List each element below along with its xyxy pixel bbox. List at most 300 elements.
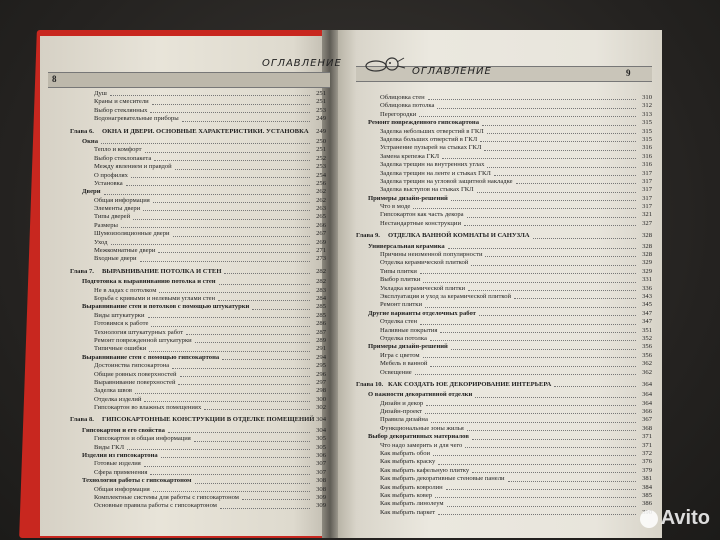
dot-leader bbox=[150, 473, 310, 475]
toc-entry bbox=[72, 146, 326, 154]
toc-entry-title: Ремонт поврежденной штукатурки bbox=[94, 336, 192, 344]
toc-entry-page: 302 bbox=[316, 404, 326, 412]
toc-entry bbox=[72, 287, 326, 295]
dot-leader bbox=[431, 421, 636, 423]
toc-entry-title: Устранение пузырей на стыках ГКЛ bbox=[380, 144, 482, 152]
toc-entry bbox=[358, 369, 652, 377]
toc-entry-page: 273 bbox=[316, 255, 326, 263]
toc-entry-title: Заделка трещин на ленте и стыках ГКЛ bbox=[380, 169, 491, 177]
toc-entry-page: 310 bbox=[642, 94, 652, 101]
dot-leader bbox=[426, 404, 636, 406]
toc-entry-page: 283 bbox=[316, 286, 326, 294]
toc-entry bbox=[358, 119, 652, 127]
toc-entry-title: Тепло и комфорт bbox=[94, 146, 142, 154]
toc-entry-page: 298 bbox=[316, 387, 326, 395]
toc-entry bbox=[72, 247, 326, 255]
toc-entry bbox=[358, 318, 652, 326]
dot-leader bbox=[220, 507, 310, 509]
toc-entry-title: ГИПСОКАРТОННЫЕ КОНСТРУКЦИИ В ОТДЕЛКЕ ПОМЕЩЕНИЙ bbox=[102, 416, 315, 424]
dot-leader bbox=[219, 283, 310, 285]
dot-leader bbox=[153, 490, 310, 492]
toc-entry bbox=[358, 327, 652, 335]
toc-entry bbox=[72, 444, 326, 452]
toc-entry-title: Сфера применения bbox=[94, 468, 148, 476]
dot-leader bbox=[145, 151, 310, 153]
dot-leader bbox=[471, 264, 636, 266]
dot-leader bbox=[149, 350, 310, 352]
toc-entry-page: 368 bbox=[642, 424, 652, 432]
toc-entry-page: 269 bbox=[316, 238, 326, 246]
toc-entry-page: 305 bbox=[316, 443, 326, 451]
left-header-bar bbox=[48, 72, 330, 88]
toc-entry bbox=[72, 172, 326, 180]
toc-entry bbox=[358, 232, 652, 240]
toc-entry bbox=[358, 136, 652, 144]
toc-entry-page: 306 bbox=[316, 452, 326, 460]
toc-entry-page: 262 bbox=[316, 196, 326, 204]
dot-leader bbox=[468, 289, 636, 291]
toc-entry-title: Типы плитки bbox=[380, 267, 417, 275]
toc-entry-title: Достоинства гипсокартона bbox=[94, 362, 170, 370]
toc-entry-page: 386 bbox=[642, 500, 652, 508]
toc-entry-page: 291 bbox=[316, 345, 326, 353]
toc-entry bbox=[72, 354, 326, 362]
toc-entry bbox=[358, 301, 652, 309]
toc-entry bbox=[72, 477, 326, 485]
toc-entry-page: 316 bbox=[642, 152, 652, 160]
dot-leader bbox=[420, 272, 636, 274]
dot-leader bbox=[419, 115, 636, 117]
dot-leader bbox=[224, 272, 310, 274]
dot-leader bbox=[131, 176, 310, 178]
toc-entry-title: Общая информация bbox=[94, 196, 150, 204]
dot-leader bbox=[104, 193, 311, 195]
dot-leader bbox=[159, 291, 310, 293]
toc-entry-title: Выравнивание поверхностей bbox=[94, 378, 176, 386]
toc-entry-page: 317 bbox=[642, 194, 652, 202]
toc-entry bbox=[358, 186, 652, 194]
toc-entry-title: Общая информация bbox=[94, 485, 150, 493]
dot-leader bbox=[442, 157, 636, 159]
toc-entry-title: Размеры bbox=[94, 221, 118, 229]
toc-entry-page: 253 bbox=[316, 163, 326, 171]
toc-entry bbox=[358, 433, 652, 441]
dot-leader bbox=[152, 103, 310, 105]
toc-entry bbox=[72, 379, 326, 387]
dot-leader bbox=[438, 513, 636, 515]
toc-entry bbox=[72, 387, 326, 395]
toc-entry-title: Изделия из гипсокартона bbox=[82, 452, 158, 460]
dot-leader bbox=[144, 400, 310, 402]
toc-entry-title: Функциональные зоны жилья bbox=[380, 424, 464, 432]
toc-entry bbox=[358, 153, 652, 161]
toc-entry-title: КАК СОЗДАТЬ ЮЕ ДЕКОРИРОВАНИЕ ИНТЕРЬЕРА bbox=[388, 380, 552, 388]
dot-leader bbox=[218, 299, 310, 301]
toc-entry-page: 381 bbox=[642, 475, 652, 483]
toc-entry-title: Как выбрать обои bbox=[380, 450, 431, 458]
dot-leader bbox=[121, 226, 310, 228]
toc-entry-page: 300 bbox=[316, 395, 326, 403]
toc-entry-title: Технология работы с гипсокартоном bbox=[82, 477, 192, 485]
dot-leader bbox=[178, 383, 310, 385]
toc-entry-page: 282 bbox=[316, 267, 326, 275]
dot-leader bbox=[242, 498, 310, 500]
toc-entry bbox=[72, 90, 326, 98]
toc-entry-page: 384 bbox=[642, 483, 652, 491]
toc-entry-title: Виды штукатурки bbox=[94, 311, 145, 319]
dot-leader bbox=[485, 255, 636, 257]
toc-entry-page: 267 bbox=[316, 230, 326, 238]
chapter-label: Глава 9. bbox=[356, 232, 380, 240]
toc-entry-page: 250 bbox=[316, 137, 326, 145]
toc-entry bbox=[358, 484, 652, 492]
toc-entry-page: 316 bbox=[642, 144, 652, 152]
toc-entry-title: Эксплуатация и уход за керамической плиткой bbox=[380, 292, 512, 300]
toc-entry-title: Общие ровных поверхностей bbox=[94, 370, 177, 378]
toc-entry bbox=[358, 416, 652, 424]
mascot-figure-icon bbox=[362, 54, 408, 76]
dot-leader bbox=[175, 168, 310, 170]
toc-entry bbox=[72, 213, 326, 221]
dot-leader bbox=[150, 111, 310, 113]
toc-entry bbox=[358, 203, 652, 211]
toc-entry-page: 289 bbox=[316, 336, 326, 344]
toc-entry-title: Гипсокартон и общая информация bbox=[94, 435, 191, 443]
toc-entry bbox=[72, 278, 326, 286]
dot-leader bbox=[252, 308, 310, 310]
toc-entry-title: Что в моде bbox=[380, 203, 411, 211]
toc-entry-page: 304 bbox=[316, 416, 326, 424]
toc-entry-title: Душ bbox=[94, 90, 107, 97]
toc-entry-page: 295 bbox=[316, 362, 326, 370]
toc-entry bbox=[358, 450, 652, 458]
dot-leader bbox=[161, 456, 310, 458]
toc-entry bbox=[72, 427, 326, 435]
dot-leader bbox=[135, 392, 310, 394]
toc-entry-page: 285 bbox=[316, 311, 326, 319]
toc-entry-page: 285 bbox=[316, 303, 326, 311]
left-page-number: 8 bbox=[52, 74, 57, 84]
toc-entry-page: 308 bbox=[316, 485, 326, 493]
dot-leader bbox=[420, 323, 636, 325]
toc-entry-title: Водонагревательные приборы bbox=[94, 115, 179, 123]
toc-entry bbox=[358, 144, 652, 152]
dot-leader bbox=[182, 120, 310, 122]
toc-entry-title: Ремонт поврежденного гипсокартона bbox=[368, 119, 479, 127]
toc-entry bbox=[358, 352, 652, 360]
toc-entry bbox=[72, 337, 326, 345]
toc-entry bbox=[358, 381, 652, 389]
toc-entry bbox=[358, 442, 652, 450]
toc-entry-page: 347 bbox=[642, 309, 652, 317]
toc-entry bbox=[358, 243, 652, 251]
toc-entry-page: 364 bbox=[642, 391, 652, 399]
toc-entry-page: 364 bbox=[642, 380, 652, 388]
dot-leader bbox=[204, 408, 310, 410]
toc-entry-page: 329 bbox=[642, 267, 652, 275]
toc-entry bbox=[358, 268, 652, 276]
dot-leader bbox=[195, 341, 310, 343]
dot-leader bbox=[186, 333, 310, 335]
dot-leader bbox=[222, 358, 310, 360]
toc-entry-title: Правила дизайна bbox=[380, 416, 428, 424]
toc-entry bbox=[358, 195, 652, 203]
toc-entry-title: Гипсокартон и его свойства bbox=[82, 426, 165, 434]
toc-entry bbox=[72, 435, 326, 443]
toc-entry bbox=[358, 475, 652, 483]
dot-leader bbox=[143, 209, 310, 211]
dot-leader bbox=[423, 356, 636, 358]
toc-entry-page: 317 bbox=[642, 169, 652, 177]
toc-entry bbox=[72, 180, 326, 188]
toc-entry bbox=[358, 509, 652, 517]
toc-entry bbox=[72, 295, 326, 303]
toc-entry-title: Окна bbox=[82, 137, 99, 145]
dot-leader bbox=[144, 465, 310, 467]
dot-leader bbox=[415, 373, 636, 375]
toc-entry-title: Борьба с кривыми и нелевыми углами стен bbox=[94, 294, 216, 302]
toc-entry-page: 328 bbox=[642, 232, 652, 240]
toc-entry-page: 309 bbox=[316, 493, 326, 501]
dot-leader bbox=[487, 166, 636, 168]
toc-entry-page: 265 bbox=[316, 213, 326, 221]
toc-entry-page: 249 bbox=[316, 115, 326, 123]
toc-entry bbox=[358, 310, 652, 318]
toc-entry-page: 304 bbox=[316, 426, 326, 434]
dot-leader bbox=[479, 314, 636, 316]
toc-entry bbox=[358, 492, 652, 500]
dot-leader bbox=[447, 505, 636, 507]
left-running-head: ОГЛАВЛЕНИЕ bbox=[262, 58, 342, 69]
dot-leader bbox=[172, 367, 310, 369]
toc-entry-title: Укладка керамической плитки bbox=[380, 284, 466, 292]
toc-entry-page: 345 bbox=[642, 301, 652, 309]
toc-entry bbox=[72, 345, 326, 353]
toc-entry-title: Готовые изделия bbox=[94, 460, 141, 468]
dot-leader bbox=[494, 174, 636, 176]
toc-entry-page: 313 bbox=[642, 110, 652, 118]
dot-leader bbox=[472, 438, 636, 440]
toc-entry-page: 372 bbox=[642, 450, 652, 458]
toc-entry bbox=[72, 255, 326, 263]
toc-entry-page: 356 bbox=[642, 343, 652, 351]
toc-entry-title: Комплектные системы для работы с гипсокартоном bbox=[94, 493, 239, 501]
toc-entry-title: Игра с цветом bbox=[380, 351, 420, 359]
dot-leader bbox=[425, 306, 636, 308]
toc-entry-page: 284 bbox=[316, 294, 326, 302]
toc-entry-page: 315 bbox=[642, 127, 652, 135]
toc-entry bbox=[358, 128, 652, 136]
toc-entry bbox=[358, 425, 652, 433]
dot-leader bbox=[425, 412, 636, 414]
toc-entry bbox=[72, 452, 326, 460]
toc-entry-page: 308 bbox=[316, 477, 326, 485]
toc-entry-page: 321 bbox=[642, 211, 652, 219]
toc-entry bbox=[72, 469, 326, 477]
toc-entry-title: Мебель в ванной bbox=[380, 360, 428, 368]
toc-entry-title: Заделка трещин на угловой защитной накладке bbox=[380, 177, 513, 185]
dot-leader bbox=[465, 446, 636, 448]
toc-entry-page: 367 bbox=[642, 416, 652, 424]
dot-leader bbox=[430, 339, 636, 341]
toc-entry-page: 327 bbox=[642, 219, 652, 227]
toc-entry-title: Подготовка к выравниванию потолка и стен bbox=[82, 278, 216, 286]
toc-entry-page: 336 bbox=[642, 284, 652, 292]
toc-entry-title: Что надо замерить и для чего bbox=[380, 441, 463, 449]
toc-entry-page: 312 bbox=[642, 102, 652, 110]
toc-entry bbox=[72, 188, 326, 196]
toc-entry-title: Освещение bbox=[380, 368, 412, 376]
toc-entry bbox=[72, 107, 326, 115]
toc-entry bbox=[72, 371, 326, 379]
chapter-label: Глава 6. bbox=[70, 127, 94, 135]
toc-entry-page: 317 bbox=[642, 186, 652, 194]
toc-entry bbox=[358, 102, 652, 110]
toc-entry-title: Примеры дизайн-решений bbox=[368, 343, 448, 351]
dot-leader bbox=[451, 199, 636, 201]
toc-entry bbox=[72, 303, 326, 311]
toc-entry bbox=[358, 251, 652, 259]
toc-entry-page: 254 bbox=[316, 171, 326, 179]
toc-entry-title: Наливные покрытия bbox=[380, 326, 438, 334]
toc-entry-title: Заделка выступов на стыках ГКЛ bbox=[380, 186, 474, 194]
toc-entry-page: 347 bbox=[642, 318, 652, 326]
toc-entry-page: 286 bbox=[316, 320, 326, 328]
toc-entry-page: 376 bbox=[642, 458, 652, 466]
toc-entry bbox=[358, 211, 652, 219]
toc-entry bbox=[358, 391, 652, 399]
toc-entry-page: 331 bbox=[642, 276, 652, 284]
toc-entry-page: 364 bbox=[642, 399, 652, 407]
dot-leader bbox=[482, 124, 636, 126]
dot-leader bbox=[428, 98, 636, 100]
toc-entry-page: 329 bbox=[642, 259, 652, 267]
right-page-number: 9 bbox=[626, 68, 631, 78]
dot-leader bbox=[467, 429, 636, 431]
toc-entry-title: Как выбрать паркет bbox=[380, 508, 436, 516]
toc-entry-title: Гипсокартон во влажных помещениях bbox=[94, 404, 202, 412]
toc-entry-page: 362 bbox=[642, 360, 652, 368]
dot-leader bbox=[464, 224, 636, 226]
toc-entry bbox=[358, 178, 652, 186]
toc-entry-title: Краны и смесители bbox=[94, 98, 149, 106]
toc-entry-title: Выбор стеклянных bbox=[94, 106, 148, 114]
toc-entry-page: 287 bbox=[316, 328, 326, 336]
toc-entry bbox=[72, 268, 326, 276]
toc-entry bbox=[358, 94, 652, 102]
dot-leader bbox=[516, 182, 636, 184]
toc-entry-page: 271 bbox=[316, 247, 326, 255]
toc-entry-title: Как выбрать кафельную плитку bbox=[380, 466, 470, 474]
toc-entry-title: Основные правила работы с гипсокартоном bbox=[94, 502, 217, 510]
toc-entry-page: 266 bbox=[316, 221, 326, 229]
toc-entry bbox=[358, 360, 652, 368]
toc-entry bbox=[72, 320, 326, 328]
toc-entry bbox=[72, 128, 326, 136]
toc-entry bbox=[358, 285, 652, 293]
toc-entry-page: 315 bbox=[642, 119, 652, 127]
toc-entry-page: 317 bbox=[642, 177, 652, 185]
toc-entry-title: ВЫРАВНИВАНИЕ ПОТОЛКА И СТЕН bbox=[102, 267, 222, 275]
dot-leader bbox=[158, 251, 310, 253]
dot-leader bbox=[413, 207, 636, 209]
toc-entry-page: 282 bbox=[316, 278, 326, 286]
toc-entry bbox=[72, 404, 326, 412]
toc-entry-title: Дизайн-проект bbox=[380, 408, 422, 416]
toc-entry-title: Виды ГКЛ bbox=[94, 443, 125, 451]
toc-entry-title: Отделка потолка bbox=[380, 334, 427, 342]
toc-entry-page: 317 bbox=[642, 203, 652, 211]
toc-entry-page: 379 bbox=[642, 466, 652, 474]
toc-entry-page: 371 bbox=[642, 441, 652, 449]
toc-entry bbox=[72, 362, 326, 370]
toc-entry bbox=[72, 197, 326, 205]
toc-entry bbox=[358, 500, 652, 508]
toc-entry-title: Как выбрать ковролин bbox=[380, 483, 443, 491]
dot-leader bbox=[448, 247, 636, 249]
toc-entry bbox=[72, 329, 326, 337]
dot-leader bbox=[127, 448, 310, 450]
dot-leader bbox=[126, 184, 310, 186]
toc-entry bbox=[358, 335, 652, 343]
toc-entry bbox=[358, 293, 652, 301]
toc-entry-title: Выравнивание стен с помощью гипсокартона bbox=[82, 353, 220, 361]
toc-entry-title: Заделка трещин на внутренних углах bbox=[380, 161, 485, 169]
left-table-of-contents bbox=[72, 90, 326, 511]
toc-entry-title: Межкомнатные двери bbox=[94, 247, 156, 255]
toc-entry bbox=[358, 259, 652, 267]
toc-entry-title: Причины неизменной популярности bbox=[380, 251, 483, 259]
toc-entry-title: О профилях bbox=[94, 171, 128, 179]
toc-entry bbox=[358, 343, 652, 351]
toc-entry-title: Как выбрать декоративные стеновые панели bbox=[380, 475, 505, 483]
toc-entry bbox=[358, 400, 652, 408]
toc-entry-page: 307 bbox=[316, 468, 326, 476]
toc-entry-page: 253 bbox=[316, 106, 326, 114]
toc-entry-title: Облицовка стен bbox=[380, 94, 425, 101]
dot-leader bbox=[533, 237, 637, 239]
toc-entry-title: Не в ладах с потолком bbox=[94, 286, 157, 294]
toc-entry bbox=[72, 312, 326, 320]
dot-leader bbox=[451, 348, 636, 350]
dot-leader bbox=[480, 140, 636, 142]
dot-leader bbox=[110, 94, 310, 96]
toc-entry-page: 305 bbox=[316, 435, 326, 443]
chapter-label: Глава 8. bbox=[70, 416, 94, 424]
dot-leader bbox=[133, 218, 310, 220]
toc-entry bbox=[72, 460, 326, 468]
toc-entry bbox=[72, 222, 326, 230]
toc-entry-title: ОТДЕЛКА ВАННОЙ КОМНАТЫ И САНУЗЛА bbox=[388, 232, 530, 240]
dot-leader bbox=[111, 243, 310, 245]
toc-entry-page: 343 bbox=[642, 292, 652, 300]
toc-entry-title: Типичные ошибки bbox=[94, 345, 147, 353]
toc-entry bbox=[72, 494, 326, 502]
toc-entry-page: 307 bbox=[316, 460, 326, 468]
dot-leader bbox=[148, 316, 310, 318]
toc-entry bbox=[72, 98, 326, 106]
toc-entry-page: 356 bbox=[642, 351, 652, 359]
toc-entry-page: 362 bbox=[642, 368, 652, 376]
toc-entry bbox=[72, 396, 326, 404]
toc-entry-title: Замена крепежа ГКЛ bbox=[380, 152, 440, 160]
toc-entry-page: 263 bbox=[316, 205, 326, 213]
toc-entry-page: 351 bbox=[642, 326, 652, 334]
toc-entry-page: 315 bbox=[642, 135, 652, 143]
toc-entry-page: 309 bbox=[316, 502, 326, 510]
toc-entry-title: Выбор декоративных материалов bbox=[368, 433, 469, 441]
dot-leader bbox=[554, 385, 636, 387]
